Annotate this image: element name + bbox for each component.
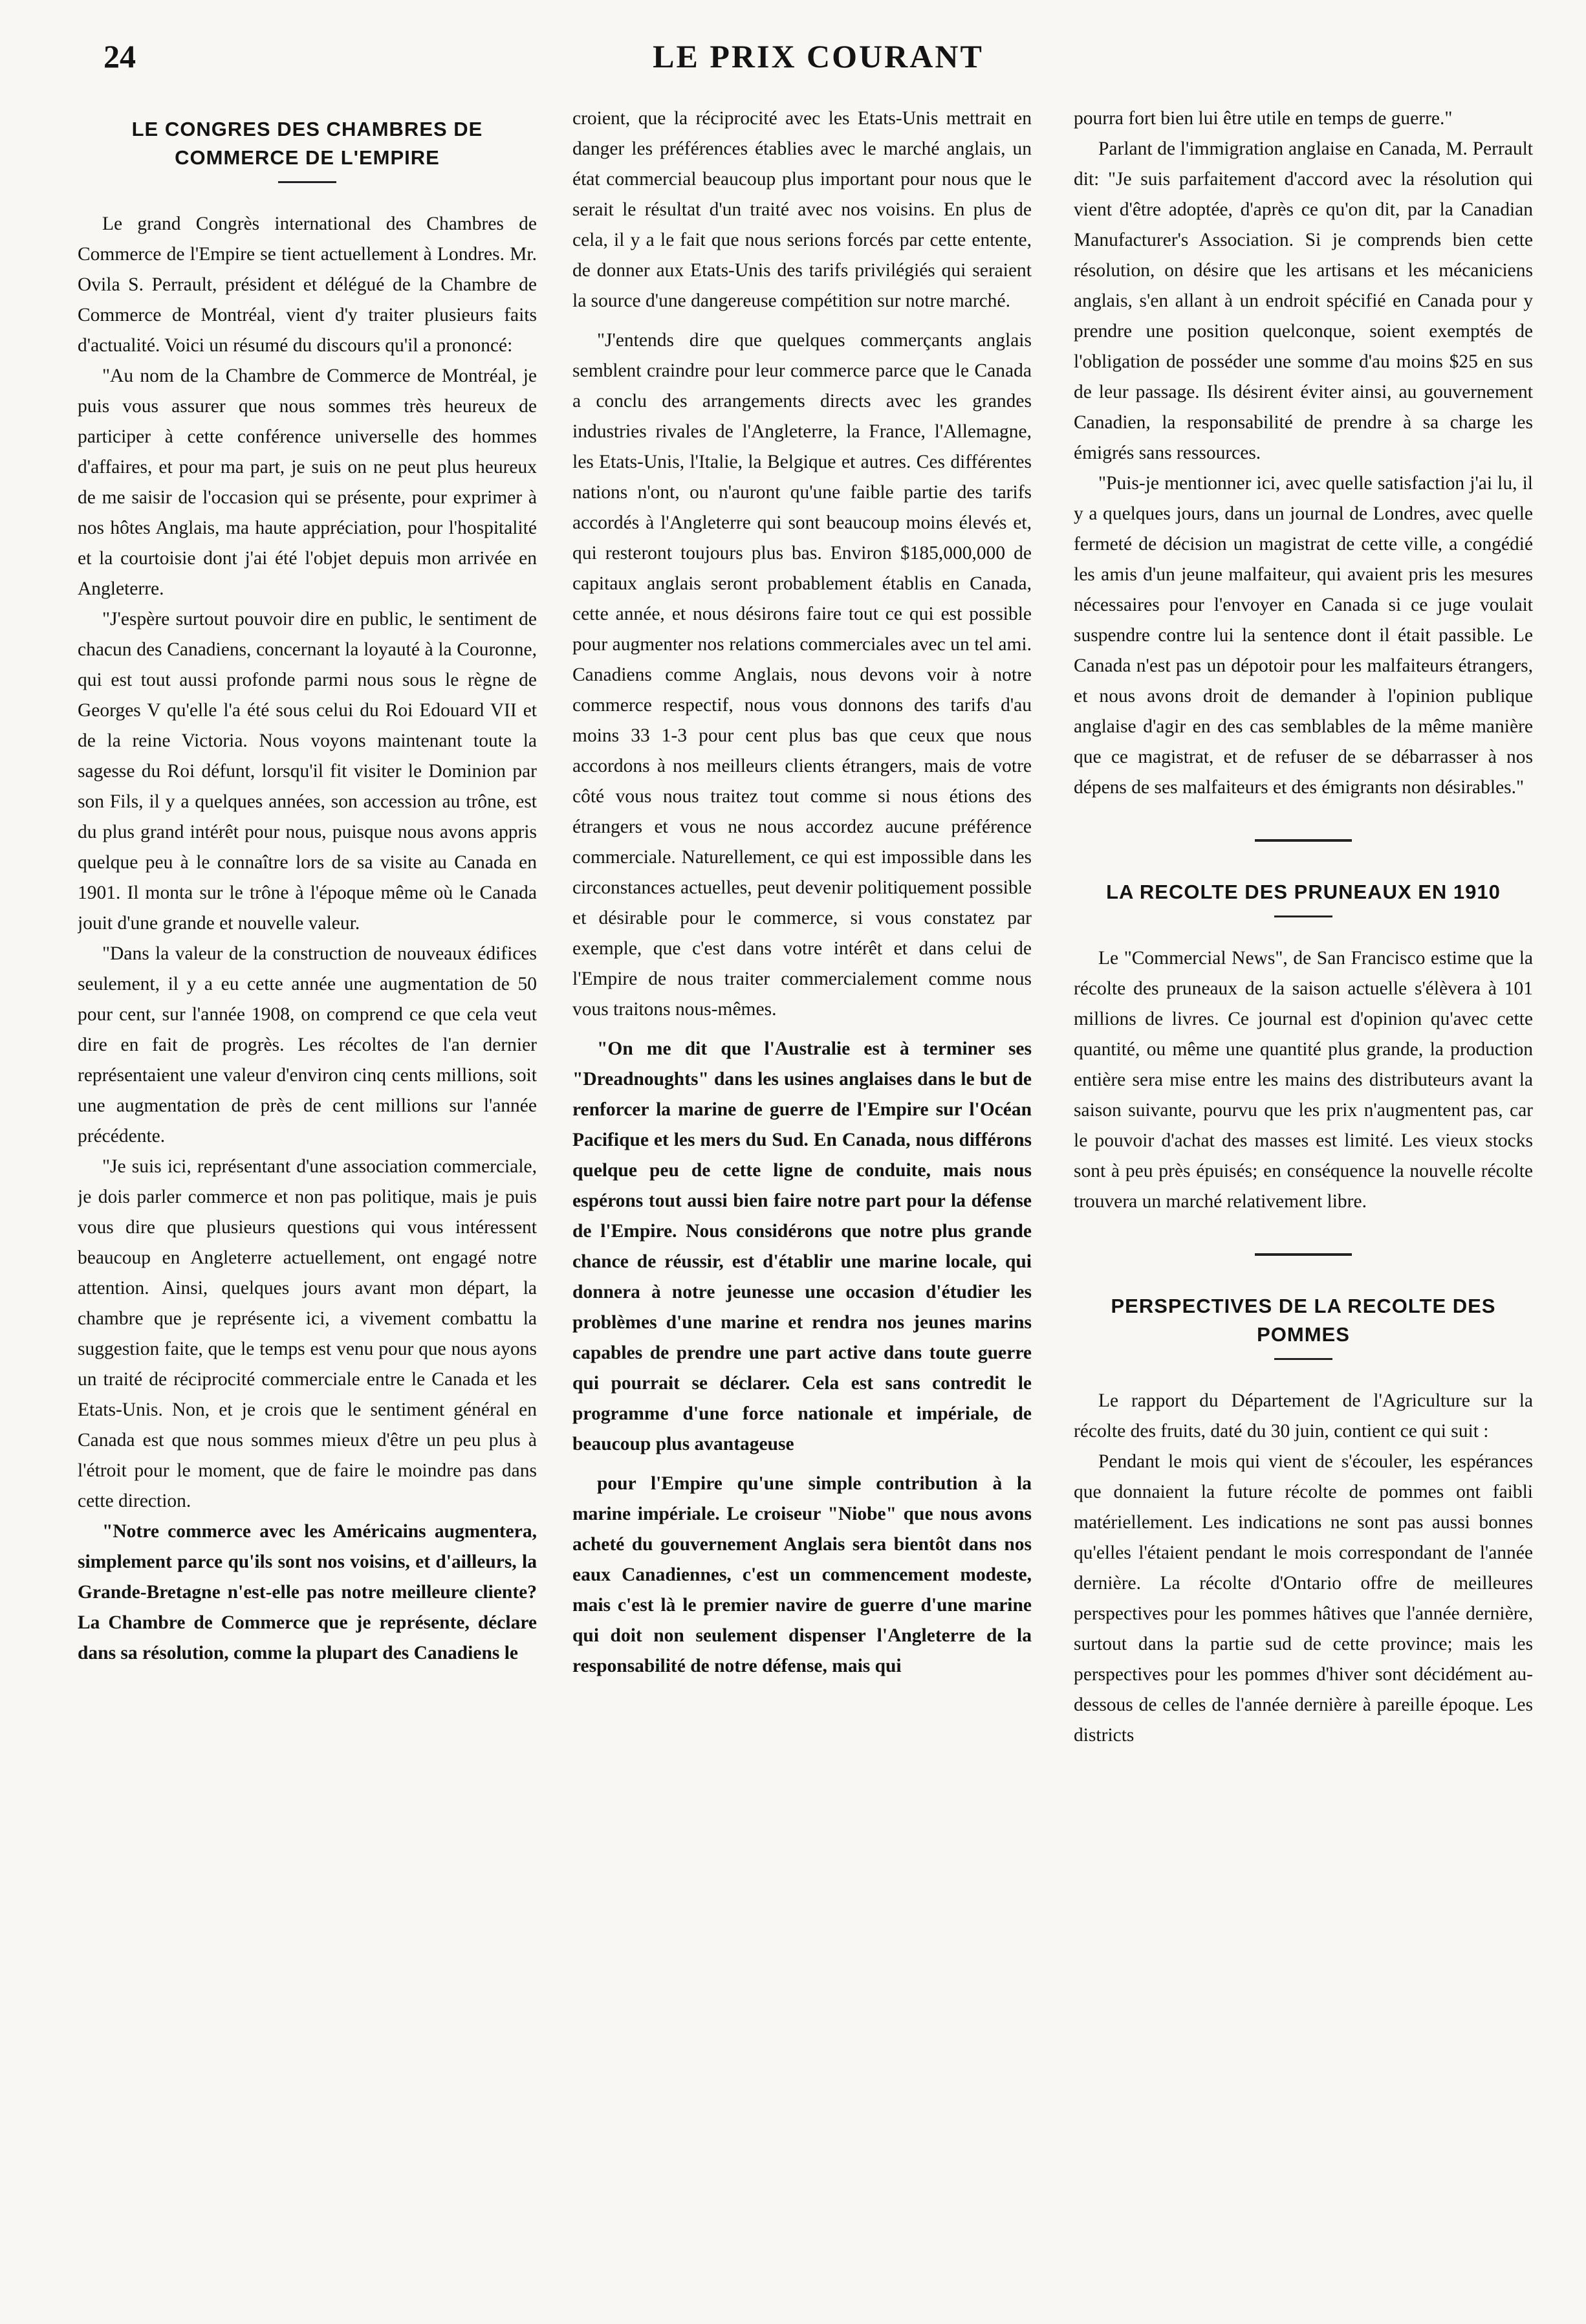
article-separator	[1255, 1253, 1352, 1256]
article-paragraph: pourra fort bien lui être utile en temps de guerre."	[1074, 108, 1453, 129]
page-number: 24	[103, 38, 136, 74]
column-3	[1074, 104, 1533, 2316]
article-title-congres: LE CONGRES DES CHAMBRES DE COMMERCE DE L'EMPIRE	[131, 118, 483, 170]
article-paragraph: Le "Commercial News", de San Francisco estime que la récolte des pruneaux de la saison actuelle s'élèvera à 101 millions de livres. Ce journal est d'opinion qu'avec cette quantité, ou même une quantité plus grande, la production entière sera mise entre les mains des distributeurs avant la saison suivante, pourvu que les prix n'augmentent pas, car le pouvoir d'achat des masses est limité. Les vieux stocks sont à peu près épuisés; en conséquence la nouvelle récolte trouvera un marché relativement libre.	[1074, 948, 1533, 1212]
article-paragraph: "J'espère surtout pouvoir dire en public, le sentiment de chacun des Canadiens, concernant la loyauté à la Couronne, qui est tout aussi profonde parmi nous sous le règne de Georges V qu'elle l'a été sous celui du Roi Edouard VII et de la reine Victoria. Nous voyons maintenant toute la sagesse du Roi défunt, lorsqu'il fit visiter le Dominion par son Fils, il y a quelques années, son accession au trône, est du plus grand intérêt pour nous, puisque nous avons appris quelque peu à le connaître lors de sa visite au Canada en 1901. Il monta sur le trône à l'époque même où le Canada jouit d'une grande et nouvelle valeur.	[78, 609, 537, 934]
article-paragraph: "J'entends dire que quelques commerçants anglais semblent craindre pour leur commerce parce que le Canada a conclu des arrangements directs avec les grandes industries rivales de l'Angleterre, la France, l'Allemagne, les Etats-Unis, l'Italie, la Belgique et autres. Ces différentes nations n'ont, ou n'auront qu'une faible partie des tarifs accordés à l'Angleterre qui sont beaucoup moins élevés et, qui resteront toujours plus bas. Environ $185,000,000 de capitaux anglais seront probablement établis en Canada, cette année, et nous désirons faire tout ce qui est possible pour augmenter nos relations commerciales avec un tel ami. Canadiens comme Anglais, nous devons voir à notre commerce respectif, nous vous donnons des tarifs d'au moins 33 1-3 pour cent plus bas que ceux que nous accordons à nos meilleurs clients étrangers, mais de votre côté vous nous traitez tout comme si nous étions des étrangers et vous ne nous accordez aucune préférence commerciale. Naturellement, ce qui est impossible dans les circonstances actuelles, peut devenir politiquement possible et désirable pour le commerce, si vous constatez par exemple, que c'est dans votre intérêt et dans celui de l'Empire de nous traiter commercialement comme nous vous traitons nous-mêmes.	[572, 330, 1032, 1020]
article-paragraph: Le rapport du Département de l'Agriculture sur la récolte des fruits, daté du 30 juin, contient ce qui suit :	[1074, 1390, 1533, 1442]
journal-title: LE PRIX COURANT	[653, 38, 984, 74]
article-paragraph: "Puis-je mentionner ici, avec quelle satisfaction j'ai lu, il y a quelques jours, dans un journal de Londres, avec quelle fermeté de décision un magistrat de cette ville, a congédié les amis d'un jeune malfaiteur, qui avaient pris les mesures nécessaires pour l'envoyer en Canada si ce juge voulait suspendre contre lui la sentence dont il était passible. Le Canada n'est pas un dépotoir pour les malfaiteurs étrangers, et nous avons droit de demander à l'opinion publique anglaise d'agir en des cas semblables de la même manière que ce magistrat, et de refuser de se débarrasser à nos dépens de ses malfaiteurs et des émigrants non désirables."	[1074, 473, 1533, 798]
article-paragraph: Le grand Congrès international des Chambres de Commerce de l'Empire se tient actuellement à Londres. Mr. Ovila S. Perrault, président et délégué de la Chambre de Commerce de Montréal, vient d'y traiter plusieurs faits d'actualité. Voici un résumé du discours qu'il a prononcé:	[78, 214, 537, 356]
title-rule	[278, 181, 336, 183]
article-paragraph: "Je suis ici, représentant d'une association commerciale, je dois parler commerce et non pas politique, mais je puis vous dire que plusieurs questions qui vous intéressent beaucoup en Angleterre actuellement, ont engagé notre attention. Ainsi, quelques jours avant mon départ, la chambre que je représente ici, a vivement combattu la suggestion faite, que le temps est venu pour que nous ayons un traité de réciprocité commerciale entre le Canada et les Etats-Unis. Non, et je crois que le sentiment général en Canada est que nous sommes mieux d'être un peu plus à l'étroit pour le moment, que de faire le moindre pas dans cette direction.	[78, 1156, 537, 1512]
column-1	[78, 104, 537, 2316]
article-paragraph: Pendant le mois qui vient de s'écouler, les espérances que donnaient la future récolte de pommes ont faibli matériellement. Les indications ne sont pas aussi bonnes qu'elles l'étaient pendant le mois correspondant de l'année dernière. La récolte d'Ontario offre de meilleures perspectives pour les pommes hâtives que l'année dernière, surtout dans la partie sud de cette province; mais les perspectives pour les pommes d'hiver sont décidément au-dessous de celles de l'année dernière à pareille époque. Les districts	[1074, 1451, 1533, 1746]
page-header	[103, 38, 1533, 83]
article-separator	[1255, 839, 1352, 842]
article-paragraph: "Au nom de la Chambre de Commerce de Montréal, je puis vous assurer que nous sommes très heureux de participer à cette conférence universelle des hommes d'affaires, et pour ma part, je suis on ne peut plus heureux de me saisir de l'occasion qui se présente, pour exprimer à nos hôtes Anglais, ma haute appréciation, pour l'hospitalité et la courtoisie dont j'ai été l'objet depuis mon arrivée en Angleterre.	[78, 366, 537, 600]
article-paragraph: croient, que la réciprocité avec les Etats-Unis mettrait en danger les préférences établies avec le marché anglais, un état commercial beaucoup plus important pour nous que le serait le résultat d'un traité avec nos voisins. En plus de cela, il y a le fait que nous serions forcés par cette entente, de donner aux Etats-Unis des tarifs privilégiés qui seraient la source d'une dangereuse compétition sur notre marché.	[572, 108, 1032, 311]
article-paragraph: "Notre commerce avec les Américains augmentera, simplement parce qu'ils sont nos voisins, et d'ailleurs, la Grande-Bretagne n'est-elle pas notre meilleure cliente? La Chambre de Commerce que je représente, déclare dans sa résolution, comme la plupart des Canadiens le	[78, 1521, 537, 1664]
title-rule	[1274, 1358, 1332, 1360]
article-paragraph: pour l'Empire qu'une simple contribution à la marine impériale. Le croiseur "Niobe" que nous avons acheté du gouvernement Anglais sera bientôt dans nos eaux Canadiennes, c'est un commencement modeste, mais c'est là le premier navire de guerre d'une marine qui doit non seulement dispenser l'Angleterre de la responsabilité de notre défense, mais qui	[572, 1473, 1032, 1676]
article-paragraph: Parlant de l'immigration anglaise en Canada, M. Perrault dit: "Je suis parfaitement d'accord avec la résolution qui vient d'être adoptée, d'après ce qu'on dit, par la Canadian Manufacturer's Association. Si je comprends bien cette résolution, on désire que les artisans et les mécaniciens anglais, s'en allant à un endroit spécifié en Canada pour y prendre une position quelconque, soient exemptés de l'obligation de posséder une somme d'au moins $25 en sus de leur passage. Ils désirent éviter ainsi, au gouvernement Canadien, la responsabilité de prendre à sa charge les émigrés sans ressources.	[1074, 138, 1533, 463]
title-rule	[1274, 915, 1332, 917]
article-title-pruneaux: LA RECOLTE DES PRUNEAUX EN 1910	[1106, 881, 1501, 903]
article-title-pommes: PERSPECTIVES DE LA RECOLTE DES POMMES	[1111, 1295, 1496, 1346]
article-paragraph: "Dans la valeur de la construction de nouveaux édifices seulement, il y a eu cette année une augmentation de 50 pour cent, sur l'année 1908, on comprend ce que cela veut dire en fait de progrès. Les récoltes de l'an dernier représentaient une valeur d'environ cinq cents millions, soit une augmentation de près de cent millions sur l'année précédente.	[78, 943, 537, 1147]
column-2	[572, 104, 1032, 2316]
article-paragraph: "On me dit que l'Australie est à terminer ses "Dreadnoughts" dans les usines anglaises dans le but de renforcer la marine de guerre de l'Empire sur l'Océan Pacifique et les mers du Sud. En Canada, nous différons quelque peu de cette ligne de conduite, mais nous espérons tout aussi bien faire notre part pour la défense de l'Empire. Nous considérons que notre plus grande chance de réussir, est d'établir une marine locale, qui donnera à notre jeunesse une occasion d'étudier les problèmes d'une marine et rendra nos jeunes marins capables de prendre une part active dans toute guerre qui pourrait se déclarer. Cela est sans contredit le programme d'une force nationale et impériale, de beaucoup plus avantageuse	[572, 1038, 1032, 1454]
